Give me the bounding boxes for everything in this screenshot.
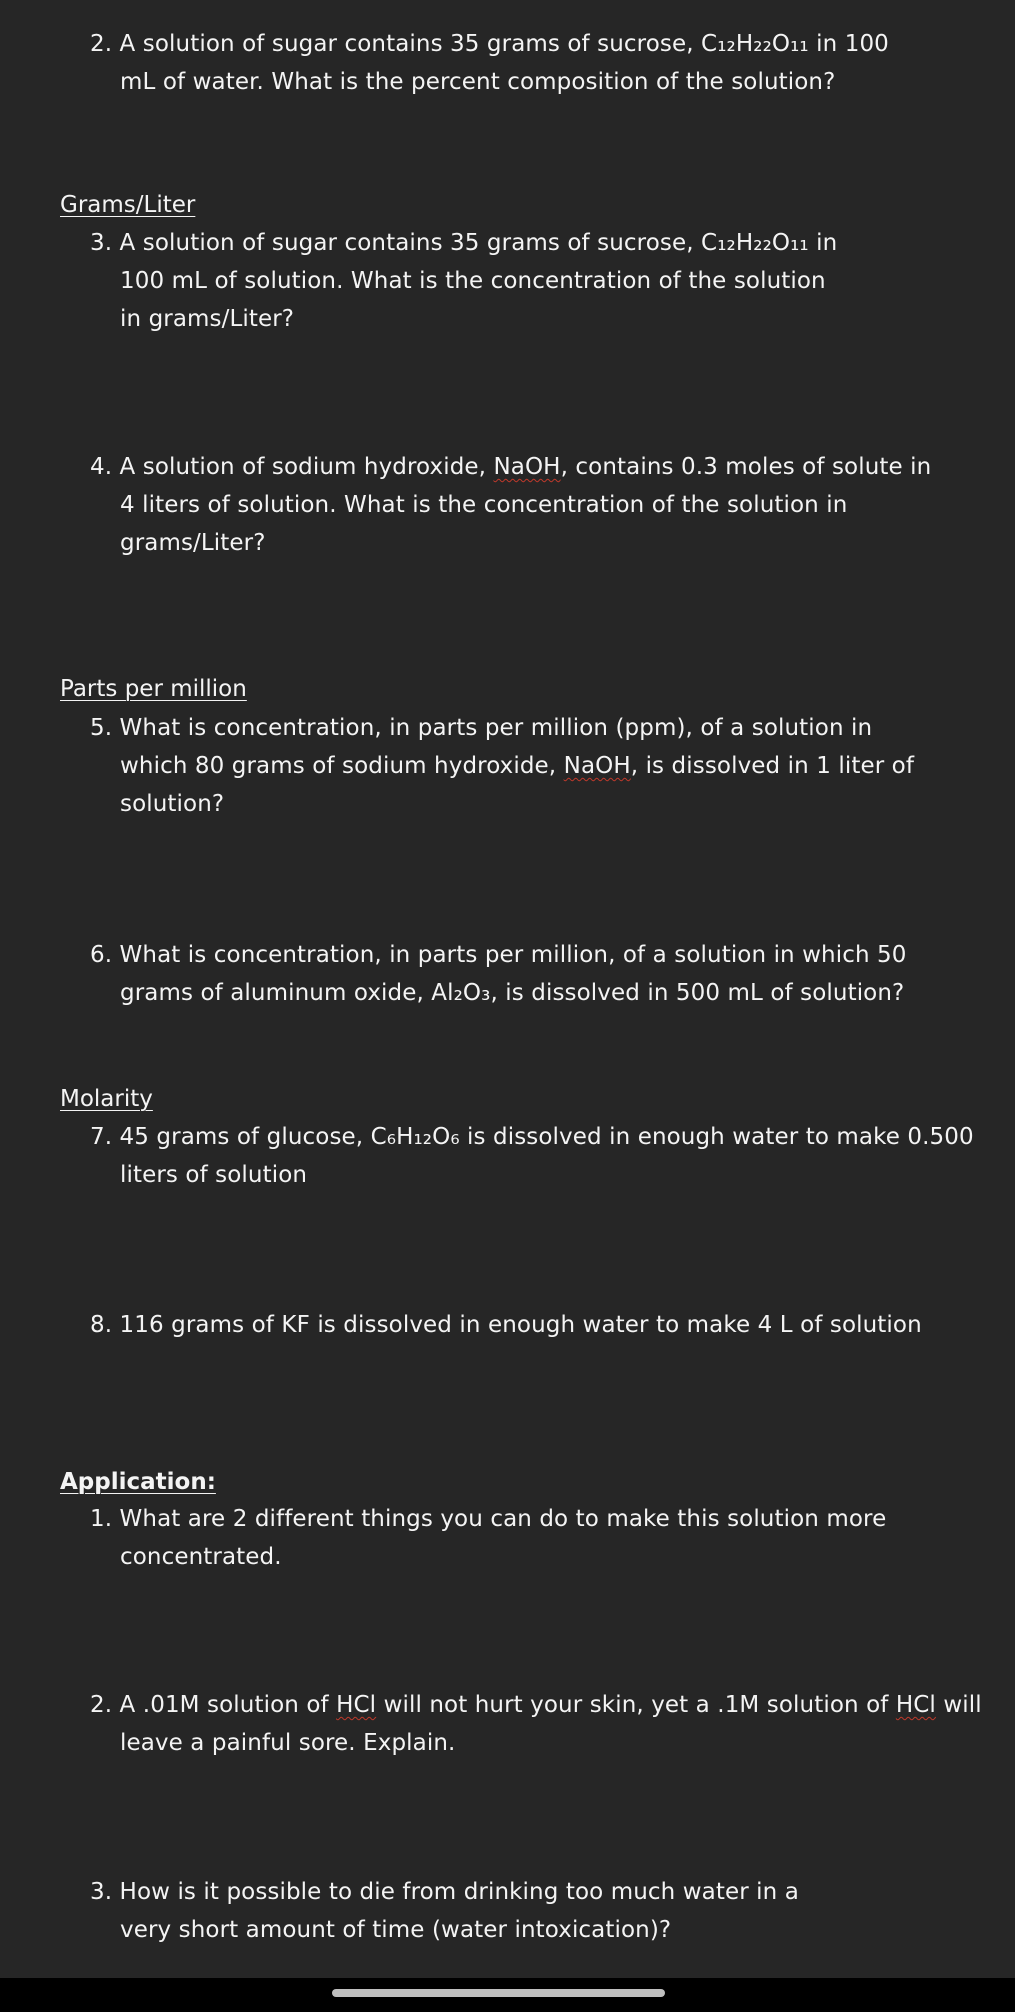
spellcheck-word[interactable]: HCl: [895, 1692, 936, 1718]
application-question-3: 3. How is it possible to die from drinking too much water in a very short amount of time (water intoxication)?: [90, 1879, 799, 1943]
question-6: 6. What is concentration, in parts per million, of a solution in which 50 grams of aluminum oxide, Al₂O₃, is dissolved in 500 mL of solution?: [90, 942, 907, 1006]
spellcheck-word[interactable]: NaOH: [563, 753, 631, 779]
application-question-1: 1. What are 2 different things you can do to make this solution more concentrated.: [90, 1506, 887, 1570]
section-heading-molarity: Molarity: [60, 1086, 153, 1112]
question-4: 4. A solution of sodium hydroxide, NaOH, contains 0.3 moles of solute in 4 liters of solution. What is the concentration of the solution in grams/Liter?: [90, 454, 932, 556]
question-3: 3. A solution of sugar contains 35 grams of sucrose, C₁₂H₂₂O₁₁ in 100 mL of solution. What is the concentration of the solution in grams/Liter?: [90, 230, 838, 332]
section-heading-grams-liter: Grams/Liter: [60, 192, 196, 218]
question-8: 8. 116 grams of KF is dissolved in enough water to make 4 L of solution: [90, 1312, 922, 1338]
spellcheck-word[interactable]: NaOH: [493, 454, 561, 480]
home-indicator[interactable]: [332, 1989, 665, 1997]
section-heading-ppm: Parts per million: [60, 676, 247, 702]
question-5: 5. What is concentration, in parts per million (ppm), of a solution in which 80 grams of sodium hydroxide, NaOH, is dissolved in 1 liter of solution?: [90, 715, 915, 817]
spellcheck-word[interactable]: HCl: [336, 1692, 377, 1718]
question-7: 7. 45 grams of glucose, C₆H₁₂O₆ is dissolved in enough water to make 0.500 liters of solution: [90, 1124, 974, 1188]
application-question-2: 2. A .01M solution of HCl will not hurt your skin, yet a .1M solution of HCl will leave a painful sore. Explain.: [90, 1692, 982, 1756]
section-heading-application: Application:: [60, 1469, 216, 1495]
question-2: 2. A solution of sugar contains 35 grams of sucrose, C₁₂H₂₂O₁₁ in 100 mL of water. What is the percent composition of the solution?: [90, 31, 889, 95]
